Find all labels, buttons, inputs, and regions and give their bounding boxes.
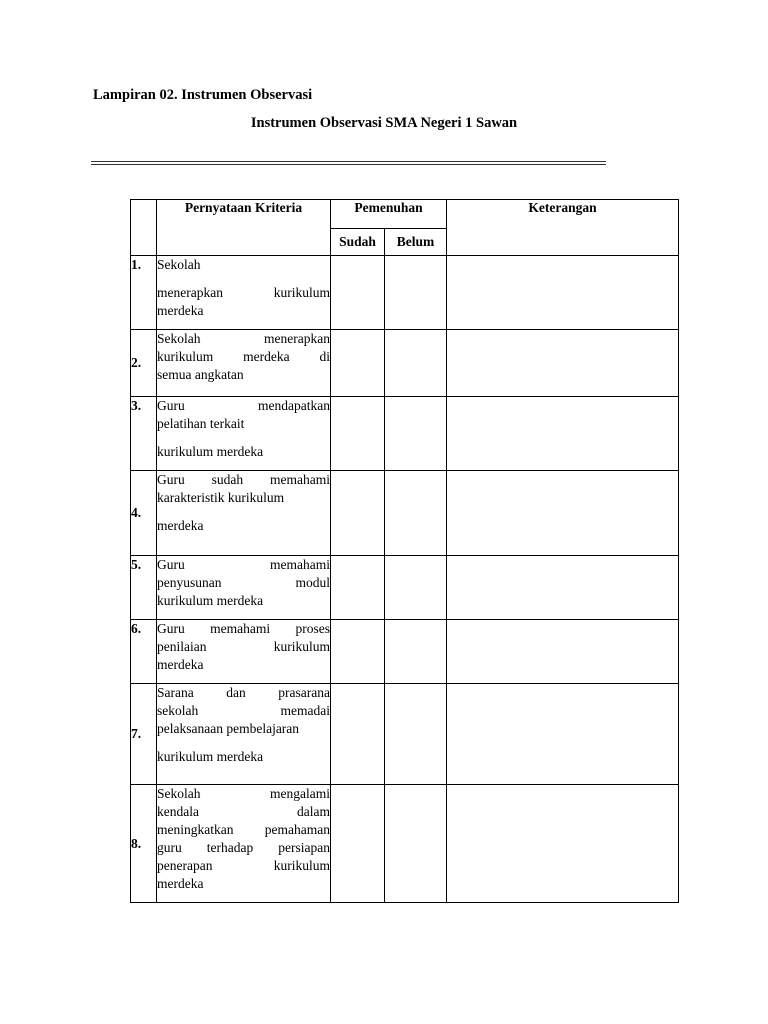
criteria-line: kurikulum merdeka di (157, 349, 330, 364)
criteria-line: merdeka (157, 303, 204, 318)
criteria-cell (157, 330, 331, 397)
done-checkbox-cell[interactable] (331, 256, 385, 330)
criteria-line: Guru memahami proses (157, 621, 330, 636)
criteria-cell (157, 556, 331, 620)
notes-cell[interactable] (447, 785, 679, 903)
done-checkbox-cell[interactable] (331, 556, 385, 620)
criteria-line: Sekolah mengalami (157, 786, 330, 801)
row-number: 5. (131, 556, 157, 620)
criteria-line: karakteristik kurikulum (157, 490, 285, 505)
done-checkbox-cell[interactable] (331, 620, 385, 684)
notes-cell[interactable] (447, 397, 679, 471)
criteria-line: pelaksanaan pembelajaran (157, 721, 300, 736)
notes-cell[interactable] (447, 556, 679, 620)
criteria-line: Sekolah (157, 257, 201, 272)
table-row (131, 620, 679, 684)
table-row (131, 330, 679, 397)
criteria-cell (157, 684, 331, 785)
done-checkbox-cell[interactable] (331, 471, 385, 556)
notes-cell[interactable] (447, 620, 679, 684)
criteria-line: penerapan kurikulum (157, 858, 330, 873)
not-yet-checkbox-cell[interactable] (385, 556, 447, 620)
document-heading: Lampiran 02. Instrumen Observasi (93, 87, 313, 103)
done-checkbox-cell[interactable] (331, 684, 385, 785)
done-checkbox-cell[interactable] (331, 330, 385, 397)
criteria-line: kurikulum merdeka (157, 444, 264, 459)
row-number: 1. (131, 256, 157, 330)
notes-cell[interactable] (447, 471, 679, 556)
row-number: 4. (131, 471, 157, 556)
not-yet-checkbox-cell[interactable] (385, 330, 447, 397)
notes-cell[interactable] (447, 684, 679, 785)
criteria-line: merdeka (157, 518, 204, 533)
header-fulfillment: Pemenuhan (331, 200, 447, 229)
table-row (131, 397, 679, 471)
criteria-line: menerapkan kurikulum (157, 285, 330, 300)
table-row (131, 256, 679, 330)
not-yet-checkbox-cell[interactable] (385, 620, 447, 684)
criteria-line: Guru mendapatkan (157, 398, 330, 413)
done-checkbox-cell[interactable] (331, 397, 385, 471)
not-yet-checkbox-cell[interactable] (385, 256, 447, 330)
row-number: 6. (131, 620, 157, 684)
table-row (131, 471, 679, 556)
criteria-line: kurikulum merdeka (157, 593, 264, 608)
criteria-cell (157, 397, 331, 471)
criteria-line: guru terhadap persiapan (157, 840, 330, 855)
criteria-line: merdeka (157, 876, 204, 891)
not-yet-checkbox-cell[interactable] (385, 785, 447, 903)
table-row (131, 785, 679, 903)
criteria-line: Sekolah menerapkan (157, 331, 330, 346)
criteria-line: Guru memahami (157, 557, 330, 572)
notes-cell[interactable] (447, 256, 679, 330)
criteria-line: kurikulum merdeka (157, 749, 264, 764)
criteria-line: Sarana dan prasarana (157, 685, 330, 700)
header-criteria: Pernyataan Kriteria (157, 200, 331, 256)
criteria-line: Guru sudah memahami (157, 472, 330, 487)
table-row (131, 684, 679, 785)
criteria-line: sekolah memadai (157, 703, 330, 718)
criteria-line: pelatihan terkait (157, 416, 245, 431)
criteria-cell (157, 256, 331, 330)
criteria-cell (157, 620, 331, 684)
not-yet-checkbox-cell[interactable] (385, 397, 447, 471)
table-row (131, 556, 679, 620)
criteria-line: merdeka (157, 657, 204, 672)
header-not-yet: Belum (385, 229, 447, 256)
criteria-line: penilaian kurikulum (157, 639, 330, 654)
header-notes: Keterangan (447, 200, 679, 256)
document-title: Instrumen Observasi SMA Negeri 1 Sawan (250, 115, 518, 131)
row-number: 2. (131, 330, 157, 397)
header-number-cell (131, 200, 157, 256)
not-yet-checkbox-cell[interactable] (385, 471, 447, 556)
not-yet-checkbox-cell[interactable] (385, 684, 447, 785)
double-divider (91, 161, 606, 165)
observation-table (130, 199, 679, 903)
criteria-line: penyusunan modul (157, 575, 330, 590)
row-number: 3. (131, 397, 157, 471)
criteria-line: kendala dalam (157, 804, 330, 819)
header-done: Sudah (331, 229, 385, 256)
criteria-line: meningkatkan pemahaman (157, 822, 330, 837)
criteria-cell (157, 785, 331, 903)
criteria-line: semua angkatan (157, 367, 244, 382)
criteria-cell (157, 471, 331, 556)
done-checkbox-cell[interactable] (331, 785, 385, 903)
row-number: 7. (131, 684, 157, 785)
notes-cell[interactable] (447, 330, 679, 397)
row-number: 8. (131, 785, 157, 903)
header-row (131, 200, 679, 229)
